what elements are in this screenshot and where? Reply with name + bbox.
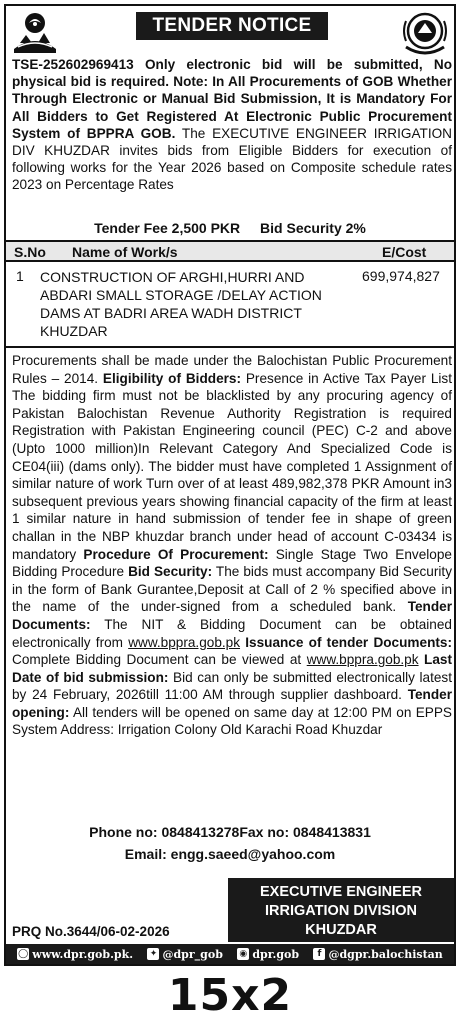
intro-note: TSE-252602969413 Only electronic bid will be submitted, No physical bid is required. Note: In All Procurements of GOB Whether Through Electronic or Manual Bid Submission, It is Mandatory For All Bidders to Get Registered At Electronic Public Procurement System of BPPRA GOB. (12, 57, 452, 141)
signature-line-1: EXECUTIVE ENGINEER (260, 884, 422, 900)
twitter-icon: ✦ (147, 948, 159, 960)
column-estimated-cost: E/Cost (382, 244, 427, 260)
heading-tender-opening: Tender opening: (12, 687, 452, 720)
balochistan-emblem-icon (10, 9, 60, 55)
works-table-header (6, 240, 454, 262)
text-tender-documents: The NIT & Bidding Document can be obtained electronically from (12, 616, 452, 650)
facebook-icon: f (313, 948, 325, 960)
text-tender-opening: All tenders will be opened on same day at 12:00 PM on EPPS System Address: Irrigation Colony Old Karachi Road Khuzdar (12, 704, 452, 738)
footer-instagram[interactable] (237, 948, 299, 961)
signature-block (228, 878, 454, 942)
tender-fee: Tender Fee 2,500 PKR (94, 220, 241, 236)
row-cost: 699,974,827 (362, 268, 440, 284)
link-bppra[interactable]: www.bppra.gob.pk (128, 634, 241, 650)
footer-twitter[interactable] (147, 948, 222, 961)
footer-website-text: www.dpr.gob.pk. (32, 947, 134, 961)
signature-line-2: IRRIGATION DIVISION (265, 903, 417, 919)
fee-line (6, 220, 454, 236)
heading-eligibility: Eligibility of Bidders: (102, 370, 242, 386)
footer-bar (6, 944, 454, 964)
phone-fax: Phone no: 0848413278Fax no: 0848413831 (89, 824, 371, 840)
bid-security: Bid Security 2% (260, 220, 366, 236)
column-name-of-work: Name of Work/s (72, 244, 178, 260)
tender-notice (4, 4, 456, 966)
heading-tender-documents: Tender Documents: (12, 599, 452, 632)
email: Email: engg.saeed@yahoo.com (124, 846, 336, 862)
text-bid-security: The bids must accompany Bid Security in the form of Bank Gurantee,Deposit at Call of 2 % specified above in the name of the under-signed from a scheduled bank. (12, 564, 452, 615)
text-last-date: Bid can only be submitted electronically latest by 24 February, 2026till 11:00 AM through supplier dashboard. (12, 669, 453, 703)
notice-title: TENDER NOTICE (136, 12, 328, 40)
tender-details (12, 352, 452, 739)
footer-twitter-text: @dpr_gob (162, 947, 223, 961)
row-sno: 1 (16, 268, 24, 284)
heading-last-date: Last Date of bid submission: (12, 652, 453, 685)
intro-invitation: The EXECUTIVE ENGINEER IRRIGATION DIV KHUZDAR invites bids from Eligible Bidders for execution of following works for the Year 2026 based on Composite schedule rates 2023 on Percentage Rates (12, 125, 452, 193)
footer-facebook[interactable] (313, 948, 442, 961)
column-sno: S.No (14, 244, 46, 260)
heading-procedure: Procedure Of Procurement: (83, 546, 269, 562)
table-row (6, 264, 454, 348)
footer-facebook-text: @dgpr.balochistan (328, 947, 443, 961)
heading-issuance: Issuance of tender Documents: (240, 634, 452, 650)
text-procedure: Single Stage Two Envelope Bidding Procedure (12, 546, 452, 580)
link-bppra-2[interactable]: www.bppra.gob.pk (306, 652, 419, 668)
intro-paragraph (12, 56, 452, 194)
footer-website[interactable] (17, 948, 133, 961)
text-issuance: Complete Bidding Document can be viewed at (12, 652, 307, 668)
government-seal-icon (400, 9, 450, 55)
prq-number: PRQ No.3644/06-02-2026 (12, 924, 170, 939)
text-eligibility: Presence in Active Tax Payer List The bidding firm must not be blacklisted by any procuring agency of Pakistan Balochistan Revenue Authority Registration is required Registration with Pakistan Engineering council (PEC) C-2 and above (Upto 1000 million)In Relevant Category And Specialized Code is CE04(iii) (dams only). The bidder must have completed 1 Assignment of similar nature of work Turn over of at least 489,982,378 PKR Amount in3 subsequent previous years showing financial capacity of the firm at least 1 similar nature in hand submission of tender fee in shape of green challan in the NBP khuzdar branch under head of account C-03434 is mandatory (12, 370, 452, 562)
globe-icon: ◯ (18, 949, 29, 959)
signature-line-3: KHUZDAR (305, 922, 377, 938)
heading-bid-security: Bid Security: (128, 564, 213, 580)
instagram-icon: ◉ (237, 948, 249, 960)
row-work-name: CONSTRUCTION OF ARGHI,HURRI AND ABDARI SMALL STORAGE /DELAY ACTION DAMS AT BADRI AREA WADH DISTRICT KHUZDAR (40, 269, 322, 339)
text-rules: Procurements shall be made under the Balochistan Public Procurement Rules – 2014. (12, 353, 452, 386)
ad-size-label: 15x2 (167, 970, 293, 1021)
footer-instagram-text: dpr.gob (252, 947, 300, 961)
notice-header (6, 6, 454, 58)
